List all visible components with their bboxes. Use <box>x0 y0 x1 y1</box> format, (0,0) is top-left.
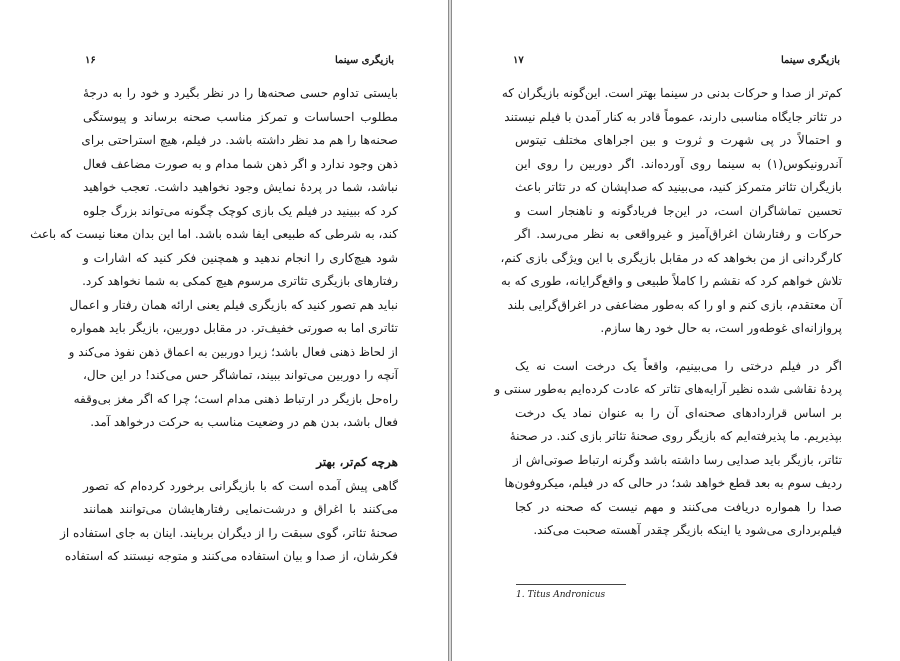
text-line: نباشد، شما در پردهٔ نمایش وجود نخواهید داشت. تعجب خواهید <box>83 180 398 194</box>
paragraph-gap <box>83 435 398 449</box>
text-line: شود هیچ‌کاری را انجام ندهید و همچنین فکر کنید که اشارات و <box>83 250 398 265</box>
text-line: ذهن وجود ندارد و اگر ذهن شما مدام و به صورت مضاعف فعال <box>83 156 398 171</box>
left-paragraph-2 <box>60 475 398 569</box>
text-line: رفتارهای بازیگری تئاتری مرسوم هیچ کمکی به شما نخواهد کرد. <box>82 274 398 288</box>
text-line: نباید هم تصور کنید که بازیگری فیلم یعنی ارائه همان رفتار و اعمال <box>69 297 398 312</box>
text-line: تحسین تماشاگران است، در این‌جا فریادگونه و ناهنجار است و <box>515 203 842 218</box>
section-heading: هرچه کم‌تر، بهتر <box>316 454 398 469</box>
text-line: آن معتقدم، بازی کنم و او را که به‌طور مضاعفی در اغراق‌گرایی بلند <box>507 297 842 312</box>
left-page <box>0 0 449 661</box>
right-page-number: ۱۷ <box>513 54 524 66</box>
left-paragraph-1 <box>30 82 398 435</box>
text-line: گاهی پیش آمده است که با بازیگرانی برخورد کرده‌ام که تصور <box>83 478 398 493</box>
text-line: بر اساس قراردادهای صحنه‌ای آن را به عنوان نماد یک درخت <box>515 405 842 420</box>
footnote-rule <box>516 584 626 585</box>
paragraph-gap <box>515 341 842 355</box>
text-line: بپذیریم. ما پذیرفته‌ایم که بازیگر روی صحنهٔ تئاتر بازی کند. در صحنهٔ <box>509 429 842 443</box>
left-page-number: ۱۶ <box>85 54 96 66</box>
text-line: بایستی تداوم حسی صحنه‌ها را در نظر بگیرد و خود را به درجهٔ <box>83 86 398 100</box>
text-line: از لحاظ ذهنی فعال باشد؛ زیرا دوربین به اعماق ذهن نفوذ می‌کند و <box>68 344 398 359</box>
text-line: راه‌حل بازیگر در ارتباط ذهنی مدام است؛ چرا که اگر مغز بی‌وقفه <box>73 391 398 406</box>
right-page <box>451 0 900 661</box>
text-line: آندرونیکوس(۱) به سینما روی آورده‌اند. اگر دوربین را روی این <box>515 156 842 171</box>
text-line: تئاتر، بازیگر باید صدایی رسا داشته باشد وگرنه ارتباط صوتی‌اش از <box>512 452 842 467</box>
text-line: اگر در فیلم درختی را می‌بینیم، واقعاً یک درخت است نه یک <box>515 358 842 373</box>
text-line: کارگردانی از من بخواهد که در مقابل بازیگری با این ویژگی بازی کنم، <box>500 250 842 265</box>
text-line: صحنه‌ها را هم مد نظر داشته باشد. در فیلم، هیچ استراحتی برای <box>81 133 398 147</box>
left-running-head <box>85 52 394 68</box>
text-line: صدا را همواره دریافت می‌کنند و مهم نیست که صحنه در کجا <box>515 499 842 514</box>
text-line: فیلم‌برداری می‌شود یا اینکه بازیگر چقدر آهسته صحبت می‌کند. <box>533 523 842 537</box>
text-line: کرد که ببینید در فیلم یک بازی کوچک چگونه می‌تواند بزرگ جلوه <box>83 203 398 218</box>
text-line: مطلوب احساسات و تمرکز مناسب صحنه برساند و پیوستگی <box>83 109 398 124</box>
left-body-text <box>30 82 398 569</box>
text-line: پروازانه‌ای غوطه‌ور است، به حال خود رها سازم. <box>600 321 842 335</box>
text-line: فعال باشد، بدن هم در وضعیت مناسب به حرکت درخواهد آمد. <box>90 415 398 429</box>
text-line: کند، به شرطی که طبیعی ایفا شده باشد. اما این بدان معنا نیست که باعث <box>30 227 398 241</box>
text-line: تلاش خواهم کرد که نقشم را کاملاً طبیعی و واقع‌گرایانه، طوری که به <box>501 274 842 288</box>
text-line: حرکات و رفتارشان اغراق‌آمیز و غیرواقعی به نظر می‌رسد. اگر <box>515 227 842 241</box>
text-line: می‌کنند با اغراق و درشت‌نمایی رفتارهایشان می‌توانند همانند <box>83 502 398 516</box>
text-line: بازیگران تئاتر متمرکز کنید، می‌بینید که صداپشان که در تئاتر باعث <box>515 180 842 194</box>
right-running-head <box>513 52 840 68</box>
text-line: آنچه را دوربین می‌تواند ببیند، تماشاگر حس می‌کند! در این حال، <box>83 368 398 382</box>
text-line: پردهٔ نقاشی شده نظیر آرایه‌های تئاتر که عادت کرده‌ایم به‌طور سنتی و <box>494 382 842 396</box>
text-line: صحنهٔ تئاتر، گوی سبقت را از دیگران بربایند. اینان به جای استفاده از <box>60 525 398 540</box>
text-line: کم‌تر از صدا و حرکات بدنی در سینما بهتر است. این‌گونه بازیگران که <box>501 86 842 100</box>
right-paragraph-1 <box>500 82 842 341</box>
right-paragraph-2 <box>494 355 842 543</box>
left-running-title: بازیگری سینما <box>334 54 394 66</box>
text-line: و احتمالاً در پی شهرت و ثروت و بین اجراهای مختلف تیتوس <box>515 133 842 147</box>
text-line: در تئاتر جایگاه مناسبی دارند، عموماً قادر به کنار آمدن با فیلم نیستند <box>504 109 842 124</box>
text-line: فکرشان، از صدا و بیان استفاده می‌کنند و متوجه نیستند که استفاده <box>64 549 398 563</box>
footnote: 1. Titus Andronicus <box>516 590 606 600</box>
text-line: ردیف سوم به بعد قطع خواهد شد؛ در حالی که در فیلم، میکروفون‌ها <box>504 476 842 490</box>
right-body-text <box>494 82 842 543</box>
right-running-title: بازیگری سینما <box>780 54 840 66</box>
text-line: تئاتری اما به صورتی خفیف‌تر. در مقابل دوربین، بازیگر باید همواره <box>70 321 398 335</box>
